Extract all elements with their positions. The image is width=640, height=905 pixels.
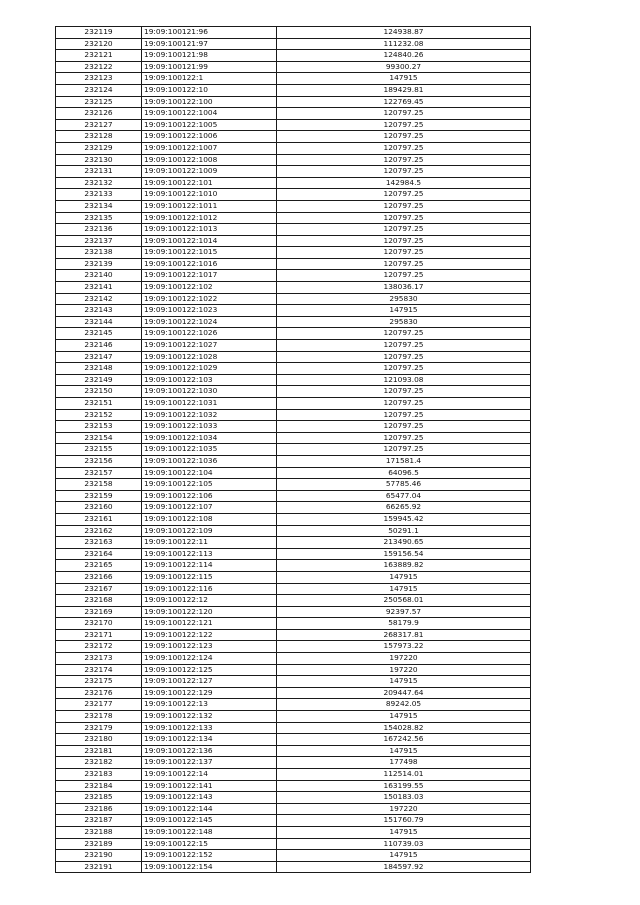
cell-id: 232125 <box>56 96 142 108</box>
table-row <box>56 455 531 467</box>
cell-id: 232142 <box>56 293 142 305</box>
cell-amount: 120797.25 <box>277 363 531 375</box>
cell-cadastral-number: 19:09:100122:1006 <box>142 131 277 143</box>
table-row <box>56 525 531 537</box>
table-row <box>56 537 531 549</box>
cell-amount: 120797.25 <box>277 258 531 270</box>
cell-amount: 120797.25 <box>277 386 531 398</box>
cell-id: 232152 <box>56 409 142 421</box>
cell-amount: 120797.25 <box>277 189 531 201</box>
cell-cadastral-number: 19:09:100122:152 <box>142 850 277 862</box>
table-row <box>56 548 531 560</box>
cell-cadastral-number: 19:09:100122:125 <box>142 664 277 676</box>
cell-cadastral-number: 19:09:100122:145 <box>142 815 277 827</box>
cell-amount: 120797.25 <box>277 166 531 178</box>
table-row <box>56 815 531 827</box>
cell-cadastral-number: 19:09:100122:15 <box>142 838 277 850</box>
cell-cadastral-number: 19:09:100122:1005 <box>142 119 277 131</box>
cell-id: 232129 <box>56 142 142 154</box>
cell-cadastral-number: 19:09:100122:1 <box>142 73 277 85</box>
table-row <box>56 664 531 676</box>
cell-cadastral-number: 19:09:100122:1012 <box>142 212 277 224</box>
cell-amount: 197220 <box>277 664 531 676</box>
cell-id: 232149 <box>56 374 142 386</box>
cell-amount: 147915 <box>277 711 531 723</box>
table-row <box>56 467 531 479</box>
table-row <box>56 131 531 143</box>
table-row <box>56 374 531 386</box>
cell-cadastral-number: 19:09:100122:106 <box>142 490 277 502</box>
cell-amount: 122769.45 <box>277 96 531 108</box>
table-row <box>56 583 531 595</box>
cell-amount: 66265.92 <box>277 502 531 514</box>
cell-id: 232127 <box>56 119 142 131</box>
table-row <box>56 177 531 189</box>
table-row <box>56 119 531 131</box>
table-row <box>56 293 531 305</box>
cell-amount: 120797.25 <box>277 421 531 433</box>
cell-cadastral-number: 19:09:100122:108 <box>142 513 277 525</box>
table-row <box>56 316 531 328</box>
table-row <box>56 73 531 85</box>
cell-id: 232140 <box>56 270 142 282</box>
cell-cadastral-number: 19:09:100122:101 <box>142 177 277 189</box>
cell-amount: 110739.03 <box>277 838 531 850</box>
cell-amount: 147915 <box>277 571 531 583</box>
cell-cadastral-number: 19:09:100122:1011 <box>142 200 277 212</box>
cell-id: 232174 <box>56 664 142 676</box>
cell-id: 232186 <box>56 803 142 815</box>
cell-cadastral-number: 19:09:100122:1010 <box>142 189 277 201</box>
table-row <box>56 258 531 270</box>
cell-amount: 50291.1 <box>277 525 531 537</box>
cell-id: 232155 <box>56 444 142 456</box>
cell-cadastral-number: 19:09:100122:103 <box>142 374 277 386</box>
cell-cadastral-number: 19:09:100122:1023 <box>142 305 277 317</box>
cell-amount: 92397.57 <box>277 606 531 618</box>
cell-amount: 120797.25 <box>277 200 531 212</box>
cell-id: 232144 <box>56 316 142 328</box>
table-row <box>56 838 531 850</box>
table-row <box>56 340 531 352</box>
cell-cadastral-number: 19:09:100122:114 <box>142 560 277 572</box>
cell-amount: 120797.25 <box>277 328 531 340</box>
cell-amount: 268317.81 <box>277 629 531 641</box>
cell-id: 232158 <box>56 479 142 491</box>
cell-id: 232173 <box>56 653 142 665</box>
cell-cadastral-number: 19:09:100122:136 <box>142 745 277 757</box>
cell-cadastral-number: 19:09:100122:109 <box>142 525 277 537</box>
table-row <box>56 734 531 746</box>
cell-amount: 111232.08 <box>277 38 531 50</box>
cell-id: 232119 <box>56 27 142 39</box>
cell-cadastral-number: 19:09:100122:1036 <box>142 455 277 467</box>
table-row <box>56 305 531 317</box>
cell-cadastral-number: 19:09:100122:1016 <box>142 258 277 270</box>
cell-id: 232169 <box>56 606 142 618</box>
table-row <box>56 513 531 525</box>
table-row <box>56 757 531 769</box>
table-row <box>56 850 531 862</box>
cell-id: 232137 <box>56 235 142 247</box>
cell-id: 232157 <box>56 467 142 479</box>
cell-cadastral-number: 19:09:100122:1033 <box>142 421 277 433</box>
cell-cadastral-number: 19:09:100122:1034 <box>142 432 277 444</box>
cell-id: 232164 <box>56 548 142 560</box>
cell-id: 232139 <box>56 258 142 270</box>
table-row <box>56 96 531 108</box>
cell-amount: 120797.25 <box>277 108 531 120</box>
table-row <box>56 50 531 62</box>
cell-amount: 147915 <box>277 73 531 85</box>
cell-amount: 147915 <box>277 850 531 862</box>
cell-id: 232147 <box>56 351 142 363</box>
cell-amount: 120797.25 <box>277 340 531 352</box>
cell-cadastral-number: 19:09:100122:129 <box>142 687 277 699</box>
cell-cadastral-number: 19:09:100122:13 <box>142 699 277 711</box>
cell-amount: 142984.5 <box>277 177 531 189</box>
table-row <box>56 398 531 410</box>
cell-id: 232121 <box>56 50 142 62</box>
cell-cadastral-number: 19:09:100122:100 <box>142 96 277 108</box>
table-row <box>56 653 531 665</box>
cell-cadastral-number: 19:09:100122:1004 <box>142 108 277 120</box>
cell-id: 232123 <box>56 73 142 85</box>
table-row <box>56 328 531 340</box>
cell-id: 232131 <box>56 166 142 178</box>
cell-id: 232154 <box>56 432 142 444</box>
cell-id: 232132 <box>56 177 142 189</box>
cell-id: 232179 <box>56 722 142 734</box>
table-row <box>56 154 531 166</box>
cell-amount: 120797.25 <box>277 270 531 282</box>
cell-cadastral-number: 19:09:100122:120 <box>142 606 277 618</box>
cell-id: 232120 <box>56 38 142 50</box>
cell-cadastral-number: 19:09:100122:123 <box>142 641 277 653</box>
cell-cadastral-number: 19:09:100122:124 <box>142 653 277 665</box>
cell-amount: 89242.05 <box>277 699 531 711</box>
cell-amount: 147915 <box>277 305 531 317</box>
table-row <box>56 27 531 39</box>
cell-cadastral-number: 19:09:100122:1014 <box>142 235 277 247</box>
cell-amount: 58179.9 <box>277 618 531 630</box>
cell-id: 232177 <box>56 699 142 711</box>
cell-id: 232189 <box>56 838 142 850</box>
table-row <box>56 780 531 792</box>
cell-cadastral-number: 19:09:100121:98 <box>142 50 277 62</box>
cell-id: 232180 <box>56 734 142 746</box>
cell-amount: 121093.08 <box>277 374 531 386</box>
cell-amount: 163199.55 <box>277 780 531 792</box>
cell-amount: 120797.25 <box>277 224 531 236</box>
cell-amount: 147915 <box>277 676 531 688</box>
cell-amount: 177498 <box>277 757 531 769</box>
cell-amount: 147915 <box>277 583 531 595</box>
table-row <box>56 826 531 838</box>
cell-cadastral-number: 19:09:100122:107 <box>142 502 277 514</box>
cell-amount: 120797.25 <box>277 432 531 444</box>
cell-cadastral-number: 19:09:100122:1017 <box>142 270 277 282</box>
cell-cadastral-number: 19:09:100122:1009 <box>142 166 277 178</box>
cell-amount: 120797.25 <box>277 154 531 166</box>
cell-id: 232188 <box>56 826 142 838</box>
table-body <box>56 27 531 873</box>
cell-amount: 120797.25 <box>277 212 531 224</box>
cell-cadastral-number: 19:09:100122:121 <box>142 618 277 630</box>
cell-id: 232143 <box>56 305 142 317</box>
cell-cadastral-number: 19:09:100122:12 <box>142 595 277 607</box>
cell-cadastral-number: 19:09:100121:97 <box>142 38 277 50</box>
cell-cadastral-number: 19:09:100121:99 <box>142 61 277 73</box>
cell-cadastral-number: 19:09:100122:104 <box>142 467 277 479</box>
table-row <box>56 166 531 178</box>
cell-id: 232150 <box>56 386 142 398</box>
cell-id: 232181 <box>56 745 142 757</box>
cell-amount: 295830 <box>277 316 531 328</box>
table-row <box>56 247 531 259</box>
table-row <box>56 641 531 653</box>
cell-amount: 120797.25 <box>277 351 531 363</box>
cell-amount: 167242.56 <box>277 734 531 746</box>
cell-id: 232182 <box>56 757 142 769</box>
cell-id: 232161 <box>56 513 142 525</box>
cell-id: 232187 <box>56 815 142 827</box>
cell-cadastral-number: 19:09:100122:143 <box>142 792 277 804</box>
cell-amount: 159945.42 <box>277 513 531 525</box>
cell-cadastral-number: 19:09:100122:1015 <box>142 247 277 259</box>
table-row <box>56 629 531 641</box>
cell-id: 232138 <box>56 247 142 259</box>
table-row <box>56 687 531 699</box>
table-row <box>56 606 531 618</box>
table-row <box>56 722 531 734</box>
cell-cadastral-number: 19:09:100122:141 <box>142 780 277 792</box>
cell-id: 232191 <box>56 861 142 873</box>
cell-cadastral-number: 19:09:100122:1030 <box>142 386 277 398</box>
cell-id: 232135 <box>56 212 142 224</box>
cell-cadastral-number: 19:09:100122:1022 <box>142 293 277 305</box>
cell-amount: 57785.46 <box>277 479 531 491</box>
cell-id: 232148 <box>56 363 142 375</box>
cell-cadastral-number: 19:09:100122:105 <box>142 479 277 491</box>
cell-amount: 184597.92 <box>277 861 531 873</box>
table-row <box>56 432 531 444</box>
cell-amount: 163889.82 <box>277 560 531 572</box>
table-row <box>56 571 531 583</box>
table-row <box>56 745 531 757</box>
table-row <box>56 792 531 804</box>
table-row <box>56 386 531 398</box>
cell-amount: 189429.81 <box>277 84 531 96</box>
cell-amount: 138036.17 <box>277 282 531 294</box>
cell-cadastral-number: 19:09:100122:1029 <box>142 363 277 375</box>
cell-cadastral-number: 19:09:100122:14 <box>142 769 277 781</box>
cell-cadastral-number: 19:09:100122:116 <box>142 583 277 595</box>
table-row <box>56 618 531 630</box>
table-row <box>56 676 531 688</box>
table-row <box>56 769 531 781</box>
cell-cadastral-number: 19:09:100121:96 <box>142 27 277 39</box>
cell-id: 232134 <box>56 200 142 212</box>
cell-id: 232175 <box>56 676 142 688</box>
cell-amount: 147915 <box>277 826 531 838</box>
cell-amount: 213490.65 <box>277 537 531 549</box>
table-row <box>56 421 531 433</box>
cell-amount: 99300.27 <box>277 61 531 73</box>
cell-id: 232185 <box>56 792 142 804</box>
cell-cadastral-number: 19:09:100122:1032 <box>142 409 277 421</box>
cell-cadastral-number: 19:09:100122:148 <box>142 826 277 838</box>
cell-cadastral-number: 19:09:100122:1028 <box>142 351 277 363</box>
cell-amount: 124938.87 <box>277 27 531 39</box>
cell-amount: 147915 <box>277 745 531 757</box>
cell-cadastral-number: 19:09:100122:154 <box>142 861 277 873</box>
cell-cadastral-number: 19:09:100122:1007 <box>142 142 277 154</box>
cell-cadastral-number: 19:09:100122:115 <box>142 571 277 583</box>
cell-amount: 124840.26 <box>277 50 531 62</box>
table-row <box>56 282 531 294</box>
cell-id: 232136 <box>56 224 142 236</box>
table-row <box>56 490 531 502</box>
cell-amount: 171581.4 <box>277 455 531 467</box>
table-row <box>56 699 531 711</box>
cell-amount: 159156.54 <box>277 548 531 560</box>
cell-cadastral-number: 19:09:100122:1026 <box>142 328 277 340</box>
table-row <box>56 560 531 572</box>
cell-amount: 120797.25 <box>277 119 531 131</box>
table-row <box>56 61 531 73</box>
cell-id: 232171 <box>56 629 142 641</box>
cell-amount: 197220 <box>277 653 531 665</box>
cell-id: 232168 <box>56 595 142 607</box>
cell-id: 232151 <box>56 398 142 410</box>
table-row <box>56 108 531 120</box>
table-row <box>56 444 531 456</box>
cell-amount: 157973.22 <box>277 641 531 653</box>
cell-amount: 197220 <box>277 803 531 815</box>
table-row <box>56 235 531 247</box>
cell-id: 232178 <box>56 711 142 723</box>
cell-id: 232130 <box>56 154 142 166</box>
cell-amount: 112514.01 <box>277 769 531 781</box>
cell-id: 232165 <box>56 560 142 572</box>
cell-cadastral-number: 19:09:100122:137 <box>142 757 277 769</box>
cell-amount: 64096.5 <box>277 467 531 479</box>
cell-id: 232184 <box>56 780 142 792</box>
table-row <box>56 409 531 421</box>
table-row <box>56 200 531 212</box>
table-row <box>56 224 531 236</box>
cell-cadastral-number: 19:09:100122:10 <box>142 84 277 96</box>
cell-amount: 120797.25 <box>277 409 531 421</box>
data-table <box>55 26 531 873</box>
cell-id: 232156 <box>56 455 142 467</box>
cell-cadastral-number: 19:09:100122:127 <box>142 676 277 688</box>
cell-amount: 65477.04 <box>277 490 531 502</box>
cell-cadastral-number: 19:09:100122:122 <box>142 629 277 641</box>
cell-cadastral-number: 19:09:100122:113 <box>142 548 277 560</box>
cell-cadastral-number: 19:09:100122:1035 <box>142 444 277 456</box>
cell-id: 232167 <box>56 583 142 595</box>
cell-amount: 150183.03 <box>277 792 531 804</box>
cell-id: 232163 <box>56 537 142 549</box>
table-row <box>56 479 531 491</box>
table-row <box>56 142 531 154</box>
cell-cadastral-number: 19:09:100122:11 <box>142 537 277 549</box>
table-row <box>56 502 531 514</box>
cell-amount: 209447.64 <box>277 687 531 699</box>
cell-amount: 154028.82 <box>277 722 531 734</box>
cell-id: 232176 <box>56 687 142 699</box>
cell-id: 232170 <box>56 618 142 630</box>
table-row <box>56 38 531 50</box>
cell-amount: 120797.25 <box>277 444 531 456</box>
table-row <box>56 595 531 607</box>
cell-amount: 120797.25 <box>277 235 531 247</box>
cell-amount: 120797.25 <box>277 142 531 154</box>
table-row <box>56 212 531 224</box>
cell-cadastral-number: 19:09:100122:102 <box>142 282 277 294</box>
cell-id: 232172 <box>56 641 142 653</box>
cell-id: 232153 <box>56 421 142 433</box>
cell-id: 232145 <box>56 328 142 340</box>
table-row <box>56 363 531 375</box>
cell-cadastral-number: 19:09:100122:1024 <box>142 316 277 328</box>
cell-cadastral-number: 19:09:100122:144 <box>142 803 277 815</box>
cell-amount: 151760.79 <box>277 815 531 827</box>
table-row <box>56 351 531 363</box>
cell-cadastral-number: 19:09:100122:1013 <box>142 224 277 236</box>
cell-id: 232162 <box>56 525 142 537</box>
cell-cadastral-number: 19:09:100122:134 <box>142 734 277 746</box>
cell-id: 232146 <box>56 340 142 352</box>
cell-amount: 250568.01 <box>277 595 531 607</box>
cell-id: 232126 <box>56 108 142 120</box>
cell-amount: 120797.25 <box>277 131 531 143</box>
cell-amount: 120797.25 <box>277 247 531 259</box>
cell-id: 232124 <box>56 84 142 96</box>
cell-id: 232141 <box>56 282 142 294</box>
cell-id: 232159 <box>56 490 142 502</box>
cell-id: 232122 <box>56 61 142 73</box>
table-row <box>56 84 531 96</box>
cell-cadastral-number: 19:09:100122:1027 <box>142 340 277 352</box>
cell-amount: 120797.25 <box>277 398 531 410</box>
cell-amount: 295830 <box>277 293 531 305</box>
cell-id: 232190 <box>56 850 142 862</box>
cell-id: 232160 <box>56 502 142 514</box>
cell-id: 232133 <box>56 189 142 201</box>
cell-id: 232166 <box>56 571 142 583</box>
cell-cadastral-number: 19:09:100122:133 <box>142 722 277 734</box>
cell-cadastral-number: 19:09:100122:1031 <box>142 398 277 410</box>
cell-id: 232128 <box>56 131 142 143</box>
table-row <box>56 270 531 282</box>
cell-id: 232183 <box>56 769 142 781</box>
cell-cadastral-number: 19:09:100122:132 <box>142 711 277 723</box>
table-row <box>56 711 531 723</box>
table-row <box>56 861 531 873</box>
table-row <box>56 803 531 815</box>
table-row <box>56 189 531 201</box>
cell-cadastral-number: 19:09:100122:1008 <box>142 154 277 166</box>
